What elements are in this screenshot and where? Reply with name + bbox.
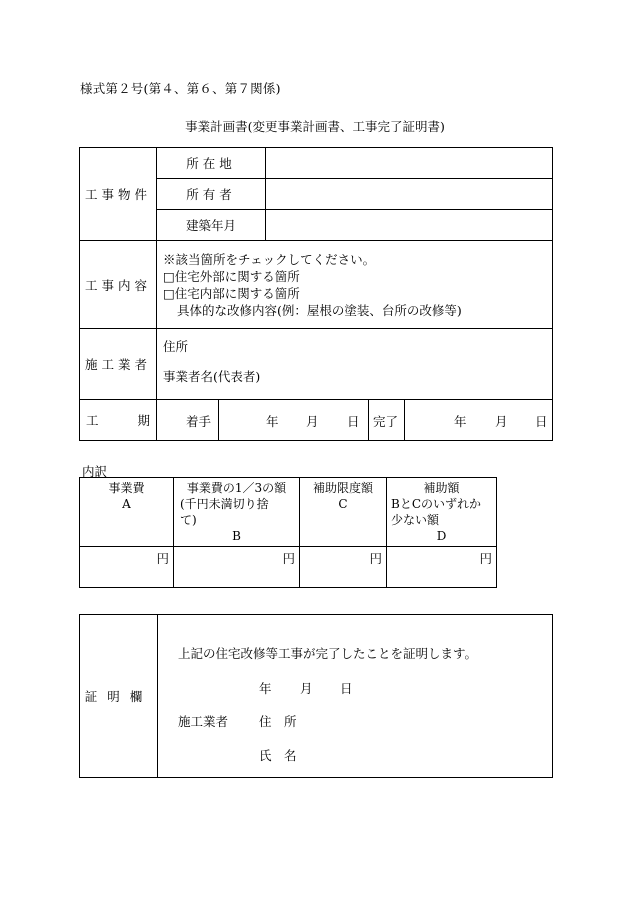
cert-month: 月 [300,681,313,696]
period-end-year: 年 [454,414,467,429]
contractor-address-label: 住所 [163,339,189,354]
period-label-left: 工 [86,413,99,428]
owner-field[interactable] [266,179,553,210]
col-c-header: 補助限度額 C [300,478,387,547]
col-a-header: 事業費 A [80,478,174,547]
amount-b-field[interactable]: 円 [174,547,300,588]
period-end-day: 日 [535,414,548,429]
period-start-month: 月 [306,414,319,429]
col-d-header: 補助額 BとCのいずれか 少ない額 D [387,478,497,547]
period-end-label: 完了 [373,414,399,429]
cert-year: 年 [259,681,272,696]
contractor-label: 施工業者 [80,329,157,400]
amount-a-field[interactable]: 円 [80,547,174,588]
contractor-cell[interactable] [157,329,553,400]
period-start-label: 着手 [186,414,212,429]
breakdown-label: 内訳 [82,464,108,479]
cert-address-label: 住 所 [259,714,297,729]
certification-statement: 上記の住宅改修等工事が完了したことを証明します。 [178,646,478,661]
cert-name-label: 氏 名 [259,748,297,763]
document-title: 事業計画書(変更事業計画書、工事完了証明書) [185,119,445,134]
built-field[interactable] [266,210,553,241]
amount-d-field[interactable]: 円 [387,547,497,588]
location-label: 所在地 [157,148,266,179]
breakdown-table [79,477,497,588]
contractor-name-label: 事業者名(代表者) [163,369,261,384]
certification-cell[interactable] [158,615,553,778]
amount-c-field[interactable]: 円 [300,547,387,588]
period-end-month: 月 [495,414,508,429]
plan-table [79,147,553,441]
content-instruction: ※該当箇所をチェックしてください。 [163,251,376,267]
content-label: 工事内容 [80,241,157,329]
property-label: 工事物件 [80,148,157,241]
period-cell [157,400,553,441]
cert-day: 日 [340,681,353,696]
detail-note: 具体的な改修内容(例：屋根の塗装、台所の改修等) [177,302,462,318]
owner-label: 所有者 [157,179,266,210]
content-cell[interactable] [157,241,553,329]
interior-checkbox[interactable]: □住宅内部に関する箇所 [163,285,300,301]
cert-contractor-label: 施工業者 [178,714,229,729]
col-b-header: 事業費の1／3の額 (千円未満切り捨 て) B [174,478,300,547]
period-label-cell [80,400,157,441]
period-start-year: 年 [266,414,279,429]
period-start-day: 日 [347,414,360,429]
location-field[interactable] [266,148,553,179]
period-label-right: 期 [137,413,150,428]
exterior-checkbox[interactable]: □住宅外部に関する箇所 [163,268,300,284]
form-number: 様式第２号(第４、第６、第７関係) [80,81,281,96]
certification-label: 証明欄 [80,615,158,778]
built-label: 建築年月 [157,210,266,241]
certification-table [79,614,553,778]
